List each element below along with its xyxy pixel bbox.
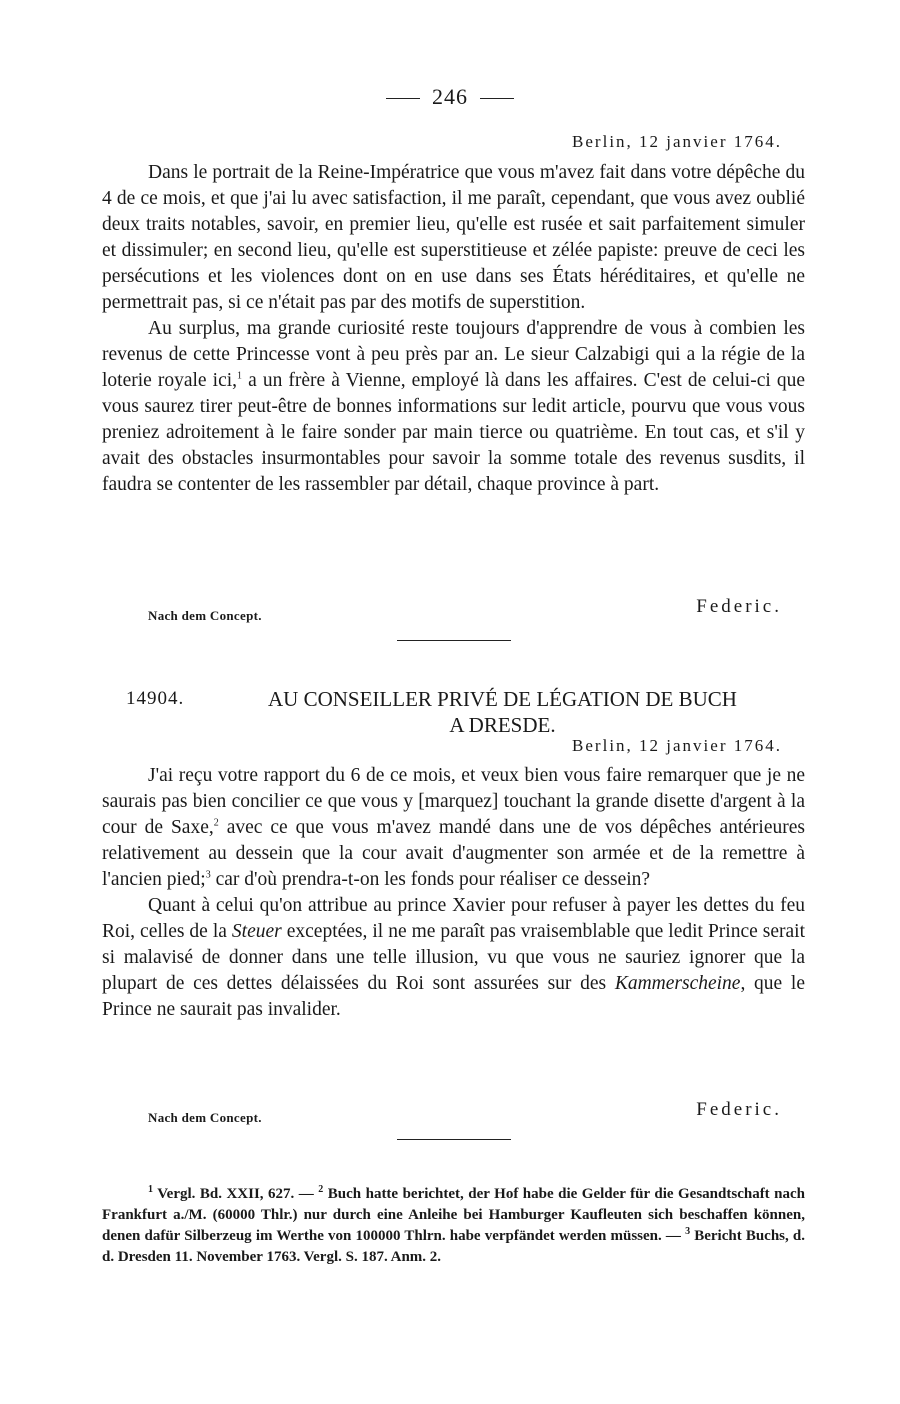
footnote-ref-1: 1 bbox=[237, 370, 243, 382]
footnote-ref-3: 3 bbox=[205, 869, 211, 881]
letter1-p2-text-a: Au surplus, ma grande curiosité reste toujours d'apprendre de vous à combien les revenus de cette Princesse vont à peu près par an. Le sieur Calzabigi qui a la régie de la loterie royale ici, bbox=[102, 318, 805, 391]
letter2-p2-italic-steuer: Steuer bbox=[231, 921, 282, 942]
letter2-number: 14904. bbox=[126, 688, 185, 709]
letter2-p1-text-a: J'ai reçu votre rapport du 6 de ce mois, et veux bien vous faire remarquer que je ne saurais pas bien concilier ce que vous y [marquez] touchant la grande disette d'argent à la cour de Saxe, bbox=[102, 765, 805, 838]
page-number-text: 246 bbox=[432, 84, 468, 109]
footnote-3-text: Bericht Buchs, d. d. Dresden 11. November 1763. Vergl. S. 187. Anm. 2. bbox=[102, 1228, 805, 1265]
letter1-paragraph-1: Dans le portrait de la Reine-Impératrice que vous m'avez fait dans votre dépêche du 4 de ce mois, et que j'ai lu avec satisfaction, il me paraît, cependant, que vous avez oublié deux traits notables, savoir, en premier lieu, qu'elle est rusée et sait parfaitement simuler et dissimuler; en second lieu, qu'elle est superstitieuse et zélée papiste: preuve de ceci les persécutions et les violences dont on en use dans ses États héréditaires, et qu'elle ne permettrait pas, si ce n'était pas par des motifs de superstition. bbox=[102, 162, 805, 313]
footnote-1-number: 1 bbox=[148, 1184, 153, 1195]
letter2-p2-text-a: Quant à celui qu'on attribue au prince Xavier pour refuser à payer les dettes du feu Roi, celles de la bbox=[102, 895, 805, 942]
footnotes bbox=[102, 1184, 805, 1268]
letter2-body bbox=[102, 763, 805, 1023]
footnote-ref-2: 2 bbox=[213, 817, 219, 829]
footnotes-paragraph bbox=[102, 1184, 805, 1268]
separator-rule-1 bbox=[397, 640, 511, 641]
letter1-signature: Federic. bbox=[696, 596, 782, 617]
letter2-heading bbox=[100, 686, 805, 738]
letter2-dateline: Berlin, 12 janvier 1764. bbox=[572, 736, 782, 755]
letter2-source-note: Nach dem Concept. bbox=[148, 1110, 262, 1125]
letter1-source-note: Nach dem Concept. bbox=[148, 608, 262, 623]
letter1-dateline: Berlin, 12 janvier 1764. bbox=[572, 132, 782, 151]
page-number bbox=[0, 84, 900, 110]
letter2-p2-italic-kammerscheine: Kammerscheine bbox=[614, 973, 741, 994]
letter1-paragraph-2 bbox=[102, 316, 805, 498]
footnote-1-text: Vergl. Bd. XXII, 627. — bbox=[153, 1186, 319, 1202]
letter2-p2-text-b: exceptées, il ne me paraît pas vraisemblable que ledit Prince serait si malavisé de donner dans une telle illusion, vu que vous ne sauriez ignorer que la plupart de ces dettes délaissées du Roi sont assurées sur des bbox=[102, 921, 805, 994]
page-number-dash-right bbox=[480, 98, 514, 99]
letter2-p2-text-c: , que le Prince ne saurait pas invalider. bbox=[102, 973, 805, 1020]
letter1-p2-text-b: a un frère à Vienne, employé là dans les affaires. C'est de celui-ci que vous saurez tirer peut-être de bonnes informations sur ledit article, pourvu que vous vous preniez adroitement à le faire sonder par main tierce ou quatrième. En tout cas, et s'il y avait des obstacles insurmontables pour savoir la somme totale des revenus susdits, il faudra se contenter de les rassembler par détail, chaque province à part. bbox=[102, 370, 805, 495]
footnote-2-text: Buch hatte berichtet, der Hof habe die Gelder für die Gesandtschaft nach Frankfurt a./M. (60000 Thlr.) nur durch eine Anleihe bei Hamburger Kaufleuten sich beschaffen können, denen dafür Silberzeug im Werthe von 100000 Thlrn. habe verpfändet werden müssen. — bbox=[102, 1186, 806, 1244]
letter2-signature: Federic. bbox=[696, 1099, 782, 1120]
letter1-body bbox=[102, 160, 805, 498]
page-number-dash-left bbox=[386, 98, 420, 99]
letter2-p1-text-b: avec ce que vous m'avez mandé dans une de vos dépêches antérieures relativement au dessein que la cour avait d'augmenter son armée et de la remettre à l'ancien pied; bbox=[102, 817, 805, 890]
letter2-p1-text-c: car d'où prendra-t-on les fonds pour réaliser ce dessein? bbox=[210, 869, 651, 890]
letter2-paragraph-2 bbox=[102, 893, 805, 1023]
footnote-3-number: 3 bbox=[685, 1226, 691, 1237]
letter2-title-line2: A DRESDE. bbox=[449, 713, 556, 737]
letter2-paragraph-1 bbox=[102, 763, 805, 893]
letter2-title-line1: AU CONSEILLER PRIVÉ DE LÉGATION DE BUCH bbox=[268, 687, 737, 711]
footnote-2-number: 2 bbox=[318, 1184, 324, 1195]
separator-rule-2 bbox=[397, 1139, 511, 1140]
